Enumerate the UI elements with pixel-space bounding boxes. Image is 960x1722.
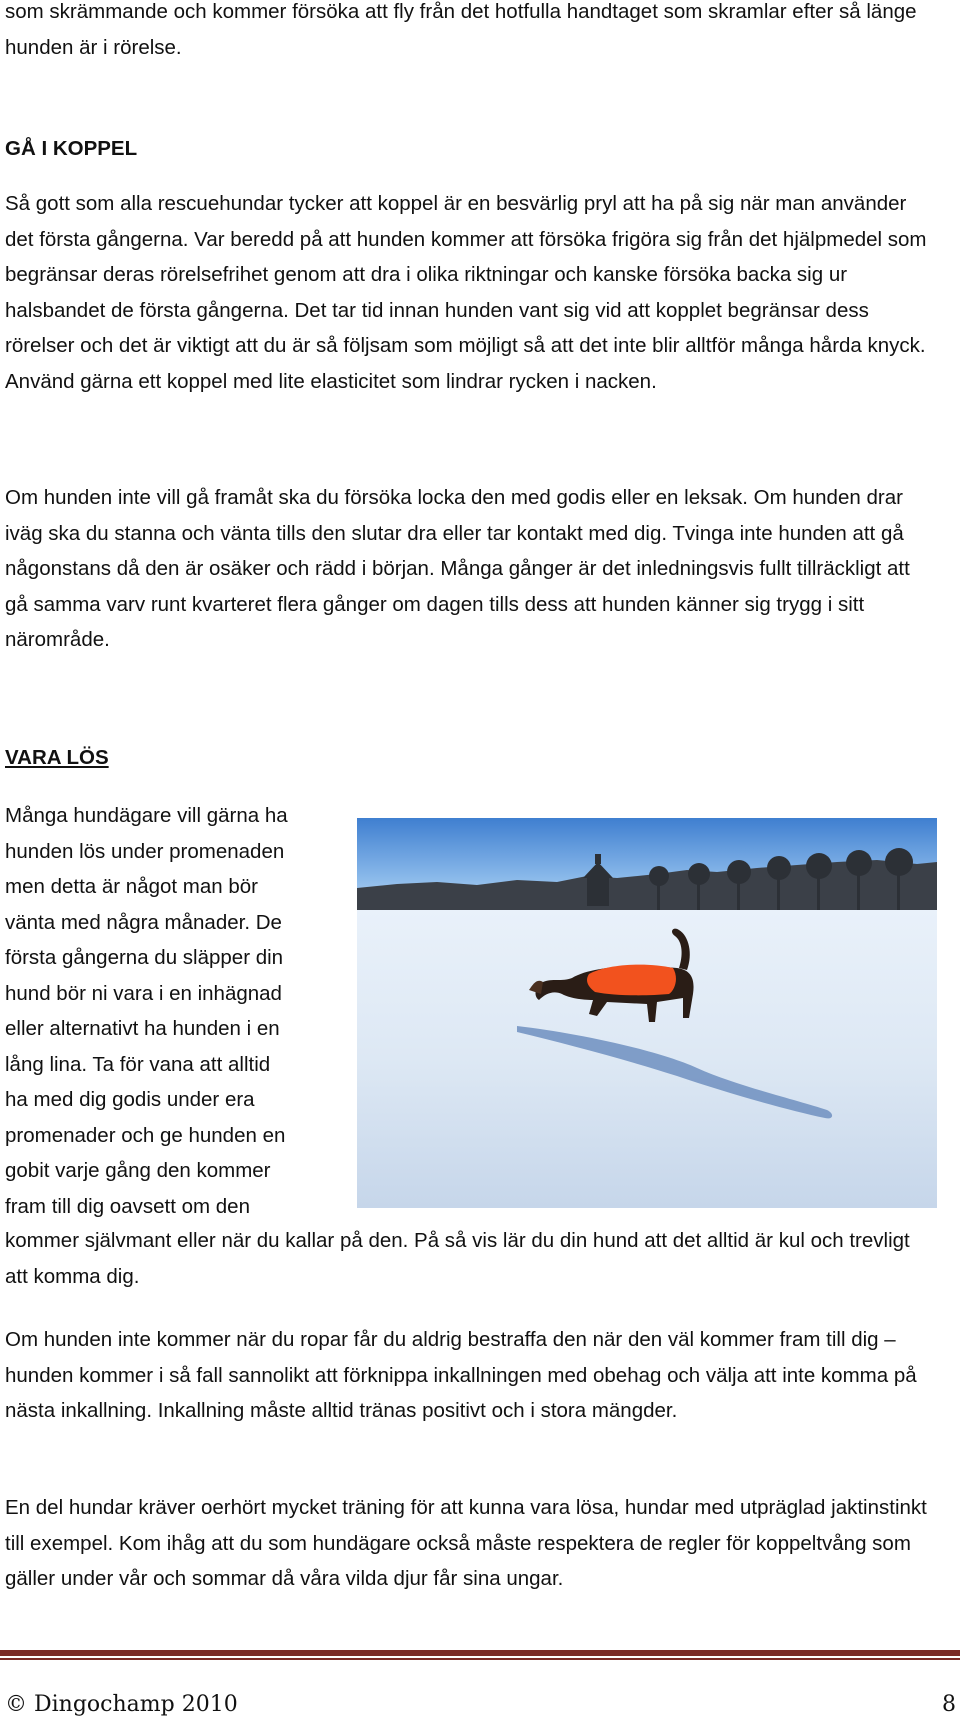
page-number: 8 bbox=[942, 1692, 956, 1717]
heading-ga-i-koppel: GÅ I KOPPEL bbox=[5, 137, 138, 160]
los-paragraph-2: Om hunden inte kommer när du ropar får du aldrig bestraffa den när den väl kommer fram till dig – hunden kommer i så fall sannolikt att förknippa inkallningen med obehag och välja att inte komma på nästa inkallning. Inkallning måste alltid tränas positivt och i stora mängder. bbox=[5, 1328, 917, 1422]
wrap-line: fram till dig oavsett om den bbox=[5, 1194, 250, 1218]
wrap-line: lång lina. Ta för vana att alltid bbox=[5, 1052, 271, 1076]
koppel-paragraph-2: Om hunden inte vill gå framåt ska du försöka locka den med godis eller en leksak. Om hunden drar iväg ska du stanna och vänta tills den slutar dra eller tar kontakt med dig. Tvinga inte hunden att gå någonstans då den är osäker och rädd i början. Många gånger är det inledningsvis fullt tillräckligt att gå samma varv runt kvarteret flera gånger om dagen tills dess att hunden känner sig trygg i sitt närområde. bbox=[5, 486, 910, 651]
los-paragraph-1-wrapped bbox=[5, 798, 335, 1224]
wrap-line: promenader och ge hunden en bbox=[5, 1123, 286, 1147]
footer-divider-thin bbox=[0, 1658, 960, 1660]
wrap-line: hunden lös under promenaden bbox=[5, 839, 285, 863]
koppel-paragraph-1: Så gott som alla rescuehundar tycker att koppel är en besvärlig pryl att ha på sig när man använder det första gångerna. Var beredd på att hunden kommer att försöka frigöra sig från det hjälpmedel som begränsar deras rörelsefrihet genom att dra i olika riktningar och kanske försöka backa sig ur halsbandet de första gångerna. Det tar tid innan hunden vant sig vid att kopplet begränsar dess rörelser och det är viktigt att du är så följsam som möjligt så att det inte blir alltför många hårda knyck. Använd gärna ett koppel med lite elasticitet som lindrar rycken i nacken. bbox=[5, 192, 927, 393]
footer-divider bbox=[0, 1650, 960, 1660]
footer-copyright: © Dingochamp 2010 bbox=[5, 1692, 238, 1717]
intro-fragment: som skrämmande och kommer försöka att fly från det hotfulla handtaget som skramlar efter så länge hunden är i rörelse. bbox=[5, 0, 917, 59]
heading-vara-los: VARA LÖS bbox=[5, 746, 109, 769]
wrap-line: ha med dig godis under era bbox=[5, 1088, 255, 1111]
wrap-line: men detta är något man bör bbox=[5, 875, 258, 898]
wrap-line: Många hundägare vill gärna ha bbox=[5, 804, 288, 827]
wrap-line: vänta med några månader. De bbox=[5, 910, 282, 934]
los-paragraph-3: En del hundar kräver oerhört mycket träning för att kunna vara lösa, hundar med utpräglad jaktinstinkt till exempel. Kom ihåg att du som hundägare också måste respektera de regler för koppeltvång som gäller under vår och sommar då våra vilda djur får sina ungar. bbox=[5, 1496, 927, 1590]
wrap-line: eller alternativt ha hunden i en bbox=[5, 1017, 280, 1040]
wrap-line: hund bör ni vara i en inhägnad bbox=[5, 981, 282, 1005]
wrap-line: första gångerna du släpper din bbox=[5, 946, 284, 969]
wrap-line: gobit varje gång den kommer bbox=[5, 1159, 271, 1182]
footer-divider-thick bbox=[0, 1650, 960, 1656]
dog-in-snow-photo bbox=[357, 818, 937, 1208]
los-paragraph-1-rest: kommer självmant eller när du kallar på den. På så vis lär du din hund att det alltid är kul och trevligt att komma dig. bbox=[5, 1229, 910, 1288]
